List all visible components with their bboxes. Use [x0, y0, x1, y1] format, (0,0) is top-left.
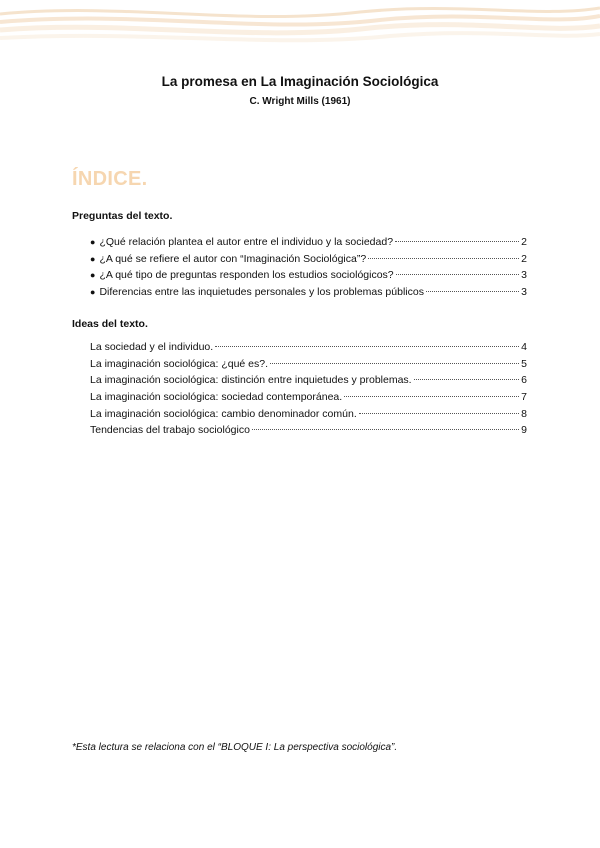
bullet-icon: ●	[90, 253, 96, 264]
ideas-list	[90, 341, 527, 441]
toc-entry[interactable]	[90, 236, 527, 253]
toc-entry-label: ¿A qué se refiere el autor con “Imaginación Sociológica”?	[99, 252, 367, 265]
dot-leader	[395, 241, 519, 242]
toc-entry-page: 3	[521, 286, 527, 299]
toc-entry[interactable]	[90, 253, 527, 270]
index-heading: ÍNDICE.	[72, 168, 148, 190]
toc-entry-label: La imaginación sociológica: distinción entre inquietudes y problemas.	[90, 374, 412, 387]
dot-leader	[270, 363, 519, 364]
toc-entry[interactable]	[90, 269, 527, 286]
dot-leader	[344, 396, 519, 397]
toc-entry[interactable]	[90, 374, 527, 391]
ideas-heading: Ideas del texto.	[72, 318, 148, 330]
dot-leader	[359, 413, 519, 414]
toc-entry-page: 9	[521, 424, 527, 437]
document-author: C. Wright Mills (1961)	[249, 96, 351, 107]
toc-entry-label: La imaginación sociológica: sociedad contemporánea.	[90, 391, 343, 404]
toc-entry-page: 7	[521, 391, 527, 404]
bullet-icon: ●	[90, 237, 96, 247]
questions-list	[90, 236, 527, 303]
toc-entry[interactable]	[90, 358, 527, 375]
dot-leader	[426, 291, 519, 292]
toc-entry-page: 8	[521, 407, 527, 420]
toc-entry-page: 4	[521, 341, 527, 353]
toc-entry-label: Tendencias del trabajo sociológico	[90, 424, 250, 437]
dot-leader	[414, 379, 520, 380]
toc-entry-label: La imaginación sociológica: ¿qué es?.	[90, 357, 269, 370]
dot-leader	[252, 429, 519, 430]
toc-entry[interactable]	[90, 286, 527, 303]
bullet-icon: ●	[90, 270, 96, 281]
toc-entry[interactable]	[90, 391, 527, 408]
toc-entry-label: La imaginación sociológica: cambio denominador común.	[90, 407, 357, 420]
toc-entry-page: 5	[521, 357, 527, 370]
dot-leader	[215, 346, 519, 347]
toc-entry-page: 3	[521, 269, 527, 282]
toc-entry-page: 2	[521, 236, 527, 248]
dot-leader	[368, 258, 519, 259]
footnote: *Esta lectura se relaciona con el “BLOQUE I: La perspectiva sociológica”.	[72, 742, 398, 753]
toc-entry-label: La sociedad y el individuo.	[90, 341, 214, 353]
toc-entry[interactable]	[90, 424, 527, 441]
bullet-icon: ●	[90, 287, 96, 298]
toc-entry-page: 6	[521, 374, 527, 387]
toc-entry-page: 2	[521, 252, 527, 265]
questions-heading: Preguntas del texto.	[72, 210, 173, 222]
header-wave-decoration	[0, 0, 600, 60]
dot-leader	[396, 274, 520, 275]
document-title: La promesa en La Imaginación Sociológica	[161, 74, 439, 89]
toc-entry[interactable]	[90, 408, 527, 425]
toc-entry-label: ¿A qué tipo de preguntas responden los estudios sociológicos?	[99, 269, 394, 282]
toc-entry[interactable]	[90, 341, 527, 358]
toc-entry-label: Diferencias entre las inquietudes personales y los problemas públicos	[99, 286, 424, 299]
toc-entry-label: ¿Qué relación plantea el autor entre el individuo y la sociedad?	[99, 236, 394, 248]
